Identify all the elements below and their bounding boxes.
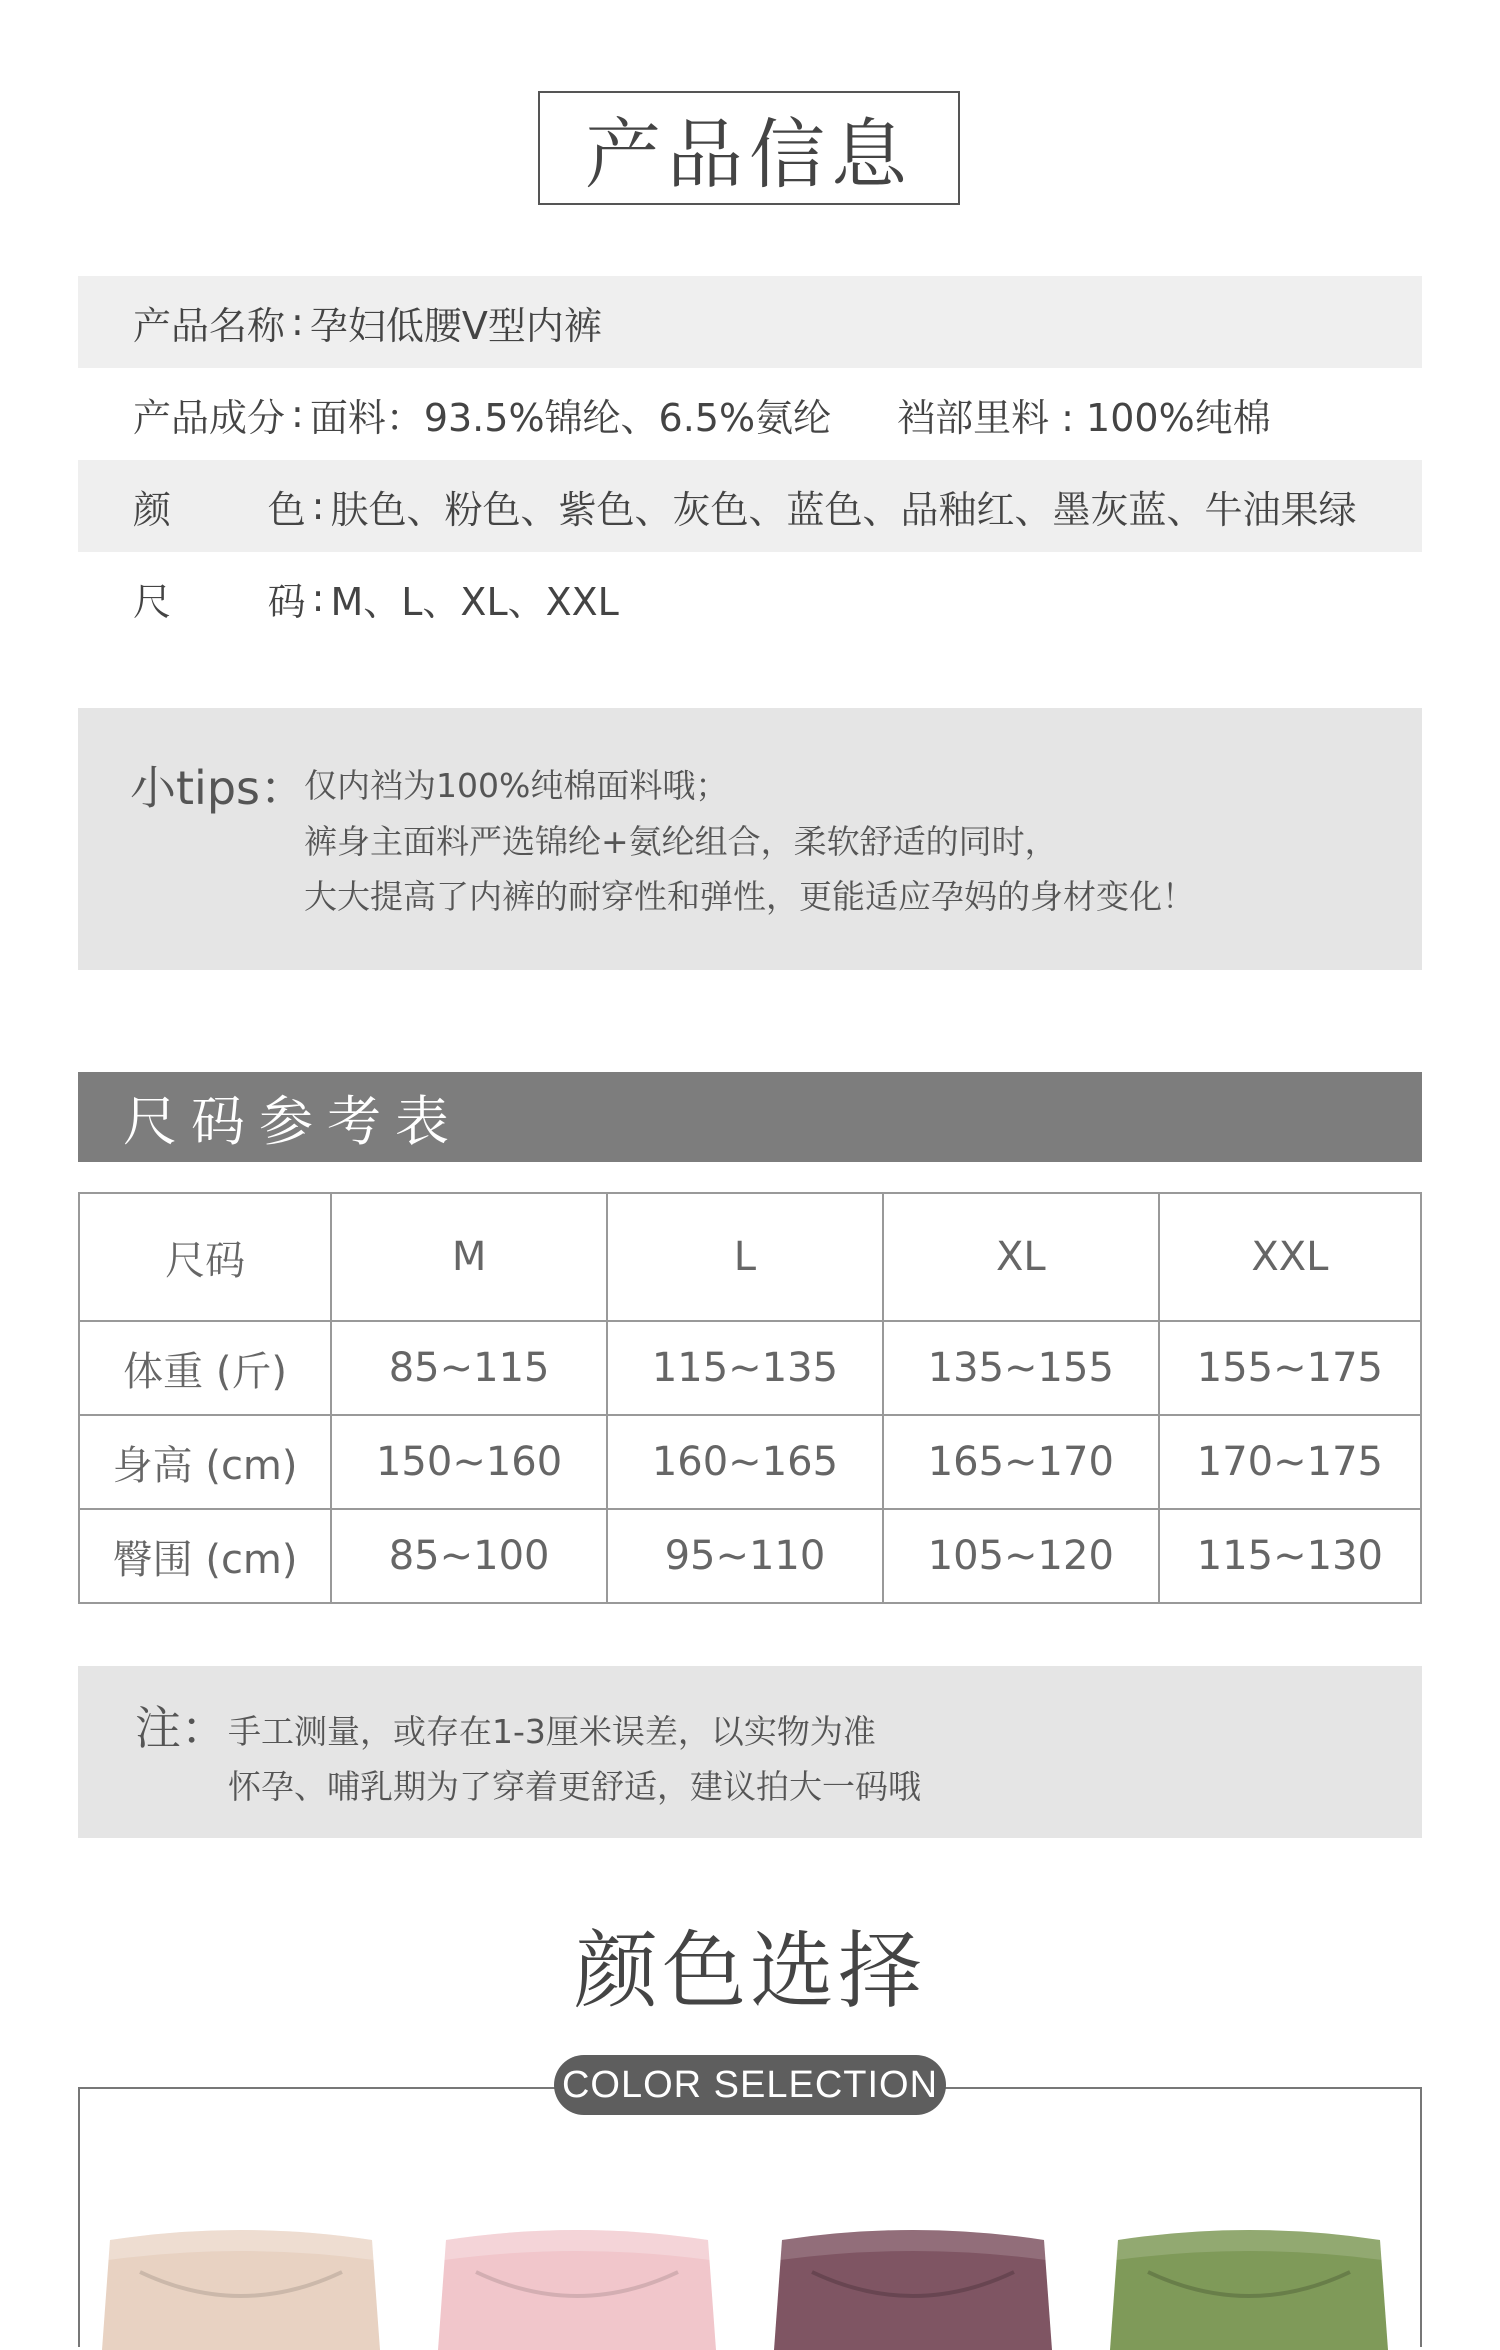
tips-line: 大大提高了内裤的耐穿性和弹性，更能适应孕妈的身材变化！ [304, 877, 1195, 916]
table-header-cell: L [607, 1193, 883, 1321]
table-cell: 臀围 (cm) [79, 1509, 331, 1603]
table-row [79, 1509, 1421, 1603]
info-value: M、L、XL、XXL [330, 579, 619, 624]
table-cell: 115~130 [1159, 1509, 1421, 1603]
tips-line: 裤身主面料严选锦纶+氨纶组合，柔软舒适的同时， [304, 822, 1058, 861]
table-cell: 85~100 [331, 1509, 607, 1603]
size-chart-header [78, 1072, 1422, 1162]
info-value-lining: 裆部里料 : 100%纯棉 [897, 395, 1271, 440]
info-key: 产品名称 [133, 303, 286, 348]
note-label: 注： [135, 1701, 227, 1755]
table-cell: 170~175 [1159, 1415, 1421, 1509]
info-value: 面料：93.5%锦纶、6.5%氨纶 [309, 395, 832, 440]
underwear-image [100, 2210, 382, 2350]
tips-line: 仅内裆为100%纯棉面料哦； [304, 766, 729, 805]
page-title: 产品信息 [538, 91, 960, 205]
info-key: 颜 色 [133, 487, 306, 532]
table-header-cell: XL [883, 1193, 1159, 1321]
table-row [79, 1321, 1421, 1415]
table-row [79, 1415, 1421, 1509]
note-line: 手工测量，或存在1-3厘米误差，以实物为准 [228, 1712, 876, 1751]
color-section-title: 颜色选择 [573, 1922, 926, 2020]
color-selection-badge: COLOR SELECTION [554, 2055, 946, 2115]
table-header-row [79, 1193, 1421, 1321]
table-header-cell: 尺码 [79, 1193, 331, 1321]
table-header-cell: M [331, 1193, 607, 1321]
size-table [78, 1192, 1422, 1604]
table-header-cell: XXL [1159, 1193, 1421, 1321]
table-cell: 160~165 [607, 1415, 883, 1509]
underwear-image [1108, 2210, 1390, 2350]
color-swatch-skin[interactable] [100, 2210, 382, 2350]
color-swatch-avocado-green[interactable] [1108, 2210, 1390, 2350]
table-cell: 85~115 [331, 1321, 607, 1415]
note-line: 怀孕、哺乳期为了穿着更舒适，建议拍大一码哦 [228, 1767, 921, 1806]
info-value: 孕妇低腰V型内裤 [309, 303, 602, 348]
table-cell: 体重 (斤) [79, 1321, 331, 1415]
table-cell: 95~110 [607, 1509, 883, 1603]
color-swatch-pink[interactable] [436, 2210, 718, 2350]
table-cell: 身高 (cm) [79, 1415, 331, 1509]
underwear-image [436, 2210, 718, 2350]
color-swatch-purple[interactable] [772, 2210, 1054, 2350]
info-row-name: 产品名称 : 孕妇低腰V型内裤 [78, 276, 1422, 368]
table-cell: 155~175 [1159, 1321, 1421, 1415]
tips-label: 小tips： [130, 761, 306, 815]
table-cell: 135~155 [883, 1321, 1159, 1415]
info-value: 肤色、粉色、紫色、灰色、蓝色、品釉红、墨灰蓝、牛油果绿 [330, 487, 1357, 532]
info-key: 尺 码 [133, 579, 306, 624]
table-cell: 105~120 [883, 1509, 1159, 1603]
info-row-material: 产品成分 : 面料：93.5%锦纶、6.5%氨纶 裆部里料 : 100%纯棉 [78, 368, 1422, 460]
table-cell: 150~160 [331, 1415, 607, 1509]
size-chart-title: 尺码参考表 [123, 1089, 463, 1153]
info-key: 产品成分 [133, 395, 286, 440]
underwear-image [772, 2210, 1054, 2350]
table-cell: 115~135 [607, 1321, 883, 1415]
info-row-color: 颜 色 : 肤色、粉色、紫色、灰色、蓝色、品釉红、墨灰蓝、牛油果绿 [78, 460, 1422, 552]
info-row-size: 尺 码 : M、L、XL、XXL [78, 552, 1422, 644]
table-cell: 165~170 [883, 1415, 1159, 1509]
